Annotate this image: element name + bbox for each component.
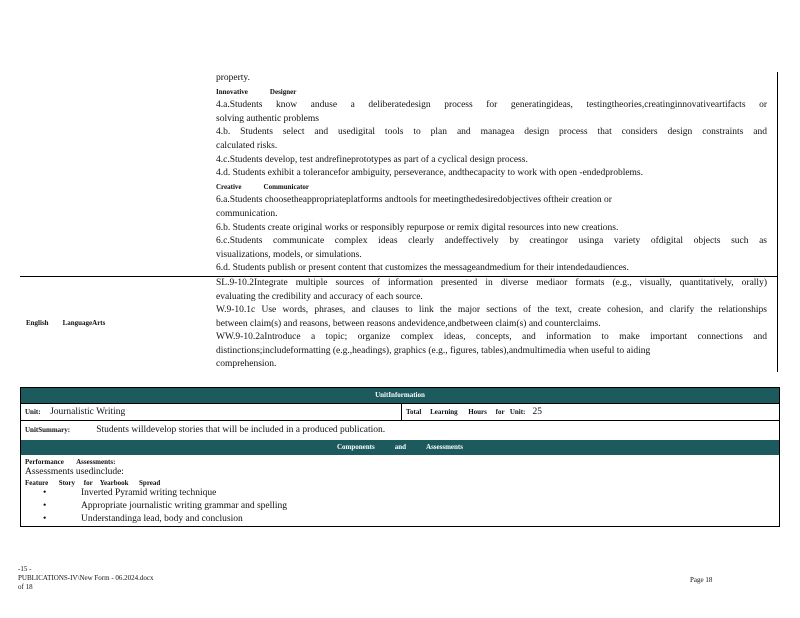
std-line: 6.a.Students choosetheappropriateplatforms andtools for meetingthedesiredobjectives oftheir creation or xyxy=(216,195,612,206)
row2-label-cell xyxy=(20,277,210,372)
footer-page-number: -15 - xyxy=(18,565,32,573)
std-line: visualizations, models, or simulations. xyxy=(216,249,362,260)
unit-value: Journalistic Writing xyxy=(50,407,126,417)
row1-label-cell xyxy=(20,72,210,276)
unit-label: Unit: xyxy=(25,408,41,416)
unit-row xyxy=(21,403,779,420)
hours-cell xyxy=(402,404,779,420)
std-line: 4.b. Students select and usedigital tools to plan and managea design process that considers design constraints and xyxy=(216,127,767,138)
std-line: 6.c.Students communicate complex ideas clearly andeffectively by creatingor usinga variety ofdigital objects such as xyxy=(216,236,767,247)
subheading-creative-communicator: Creative Communicator xyxy=(216,182,310,191)
hours-label: Total Learning Hours for Unit: xyxy=(406,408,526,416)
std-line: property. xyxy=(216,73,250,83)
std-line: WW.9-10.2aIntroduce a topic; organize complex ideas, concepts, and information to make important connections and xyxy=(216,332,767,343)
std-line: 4.c.Students develop, test andrefineprototypes as part of a cyclical design process. xyxy=(216,154,528,165)
std-line: between claim(s) and reasons, between reasons andevidence,andbetween claim(s) and counterclaims. xyxy=(216,318,601,329)
std-line: 6.b. Students create original works or responsibly repurpose or remix digital resources into new creations. xyxy=(216,222,619,233)
subheading-innovative-designer: Innovative Designer xyxy=(216,87,297,96)
performance-assessments-label: Performance Assessments: xyxy=(25,458,116,466)
footer-of: of 18 xyxy=(18,583,33,591)
row1-content-cell xyxy=(210,72,778,276)
assessments-cell xyxy=(21,455,779,527)
list-item: • Inverted Pyramid writing technique xyxy=(43,488,217,498)
std-line: SL.9-10.2Integrate multiple sources of information presented in diverse mediaor formats (e.g., visually, quantitatively, orally) xyxy=(216,277,767,288)
bullet-icon: • xyxy=(43,501,47,511)
technology-standards-row xyxy=(20,72,778,276)
unit-information-header: UnitInformation xyxy=(21,388,779,403)
unit-cell xyxy=(21,404,402,420)
std-line: 4.a.Students know anduse a deliberatedesign process for generatingideas, testingtheories,creatinginnovativeartifacts or xyxy=(216,100,767,111)
summary-value: Students willdevelop stories that will be included in a produced publication. xyxy=(96,425,386,435)
row2-content-cell xyxy=(210,277,778,372)
std-line: solving authentic problems xyxy=(216,113,319,124)
footer-page-label: Page 18 xyxy=(690,576,713,584)
subject-label: English LanguageArts xyxy=(26,318,106,327)
unit-information-table xyxy=(20,387,780,527)
std-line: communication. xyxy=(216,208,278,219)
std-line: 6.d. Students publish or present content that customizes the messageandmedium for their intendedaudiences. xyxy=(216,263,629,274)
std-line: distinctions;includeformatting (e.g.,headings), graphics (e.g., figures, tables),andmultimedia when useful to aiding xyxy=(216,345,651,356)
footer-filename: PUBLICATIONS-IV\New Form - 06.2024.docx xyxy=(18,574,154,582)
bullet-icon: • xyxy=(43,488,47,498)
summary-label: UnitSummary: xyxy=(25,426,71,434)
ela-standards-row xyxy=(20,276,778,372)
page-footer xyxy=(18,565,154,592)
std-line: 4.d. Students exhibit a tolerancefor ambiguity, perseverance, andthecapacity to work with open -endedproblems. xyxy=(216,168,644,179)
list-item: • Appropriate journalistic writing grammar and spelling xyxy=(43,501,288,511)
unit-summary-row xyxy=(21,420,779,440)
bullet-icon: • xyxy=(43,514,47,524)
std-line: evaluating the credibility and accuracy of each source. xyxy=(216,291,423,302)
standards-table xyxy=(20,72,778,372)
std-line: W.9-10.1c Use words, phrases, and clauses to link the major sections of the text, create cohesion, and clarify the relationships xyxy=(216,305,767,316)
assessments-intro: Assessments usedinclude: xyxy=(25,467,124,477)
components-header: Components and Assessments xyxy=(21,440,779,455)
hours-value: 25 xyxy=(532,407,542,417)
feature-story-label: Feature Story for Yearbook Spread xyxy=(25,479,161,487)
list-item: • Understandinga lead, body and conclusion xyxy=(43,514,243,524)
std-line: comprehension. xyxy=(216,359,277,370)
std-line: calculated risks. xyxy=(216,140,278,151)
